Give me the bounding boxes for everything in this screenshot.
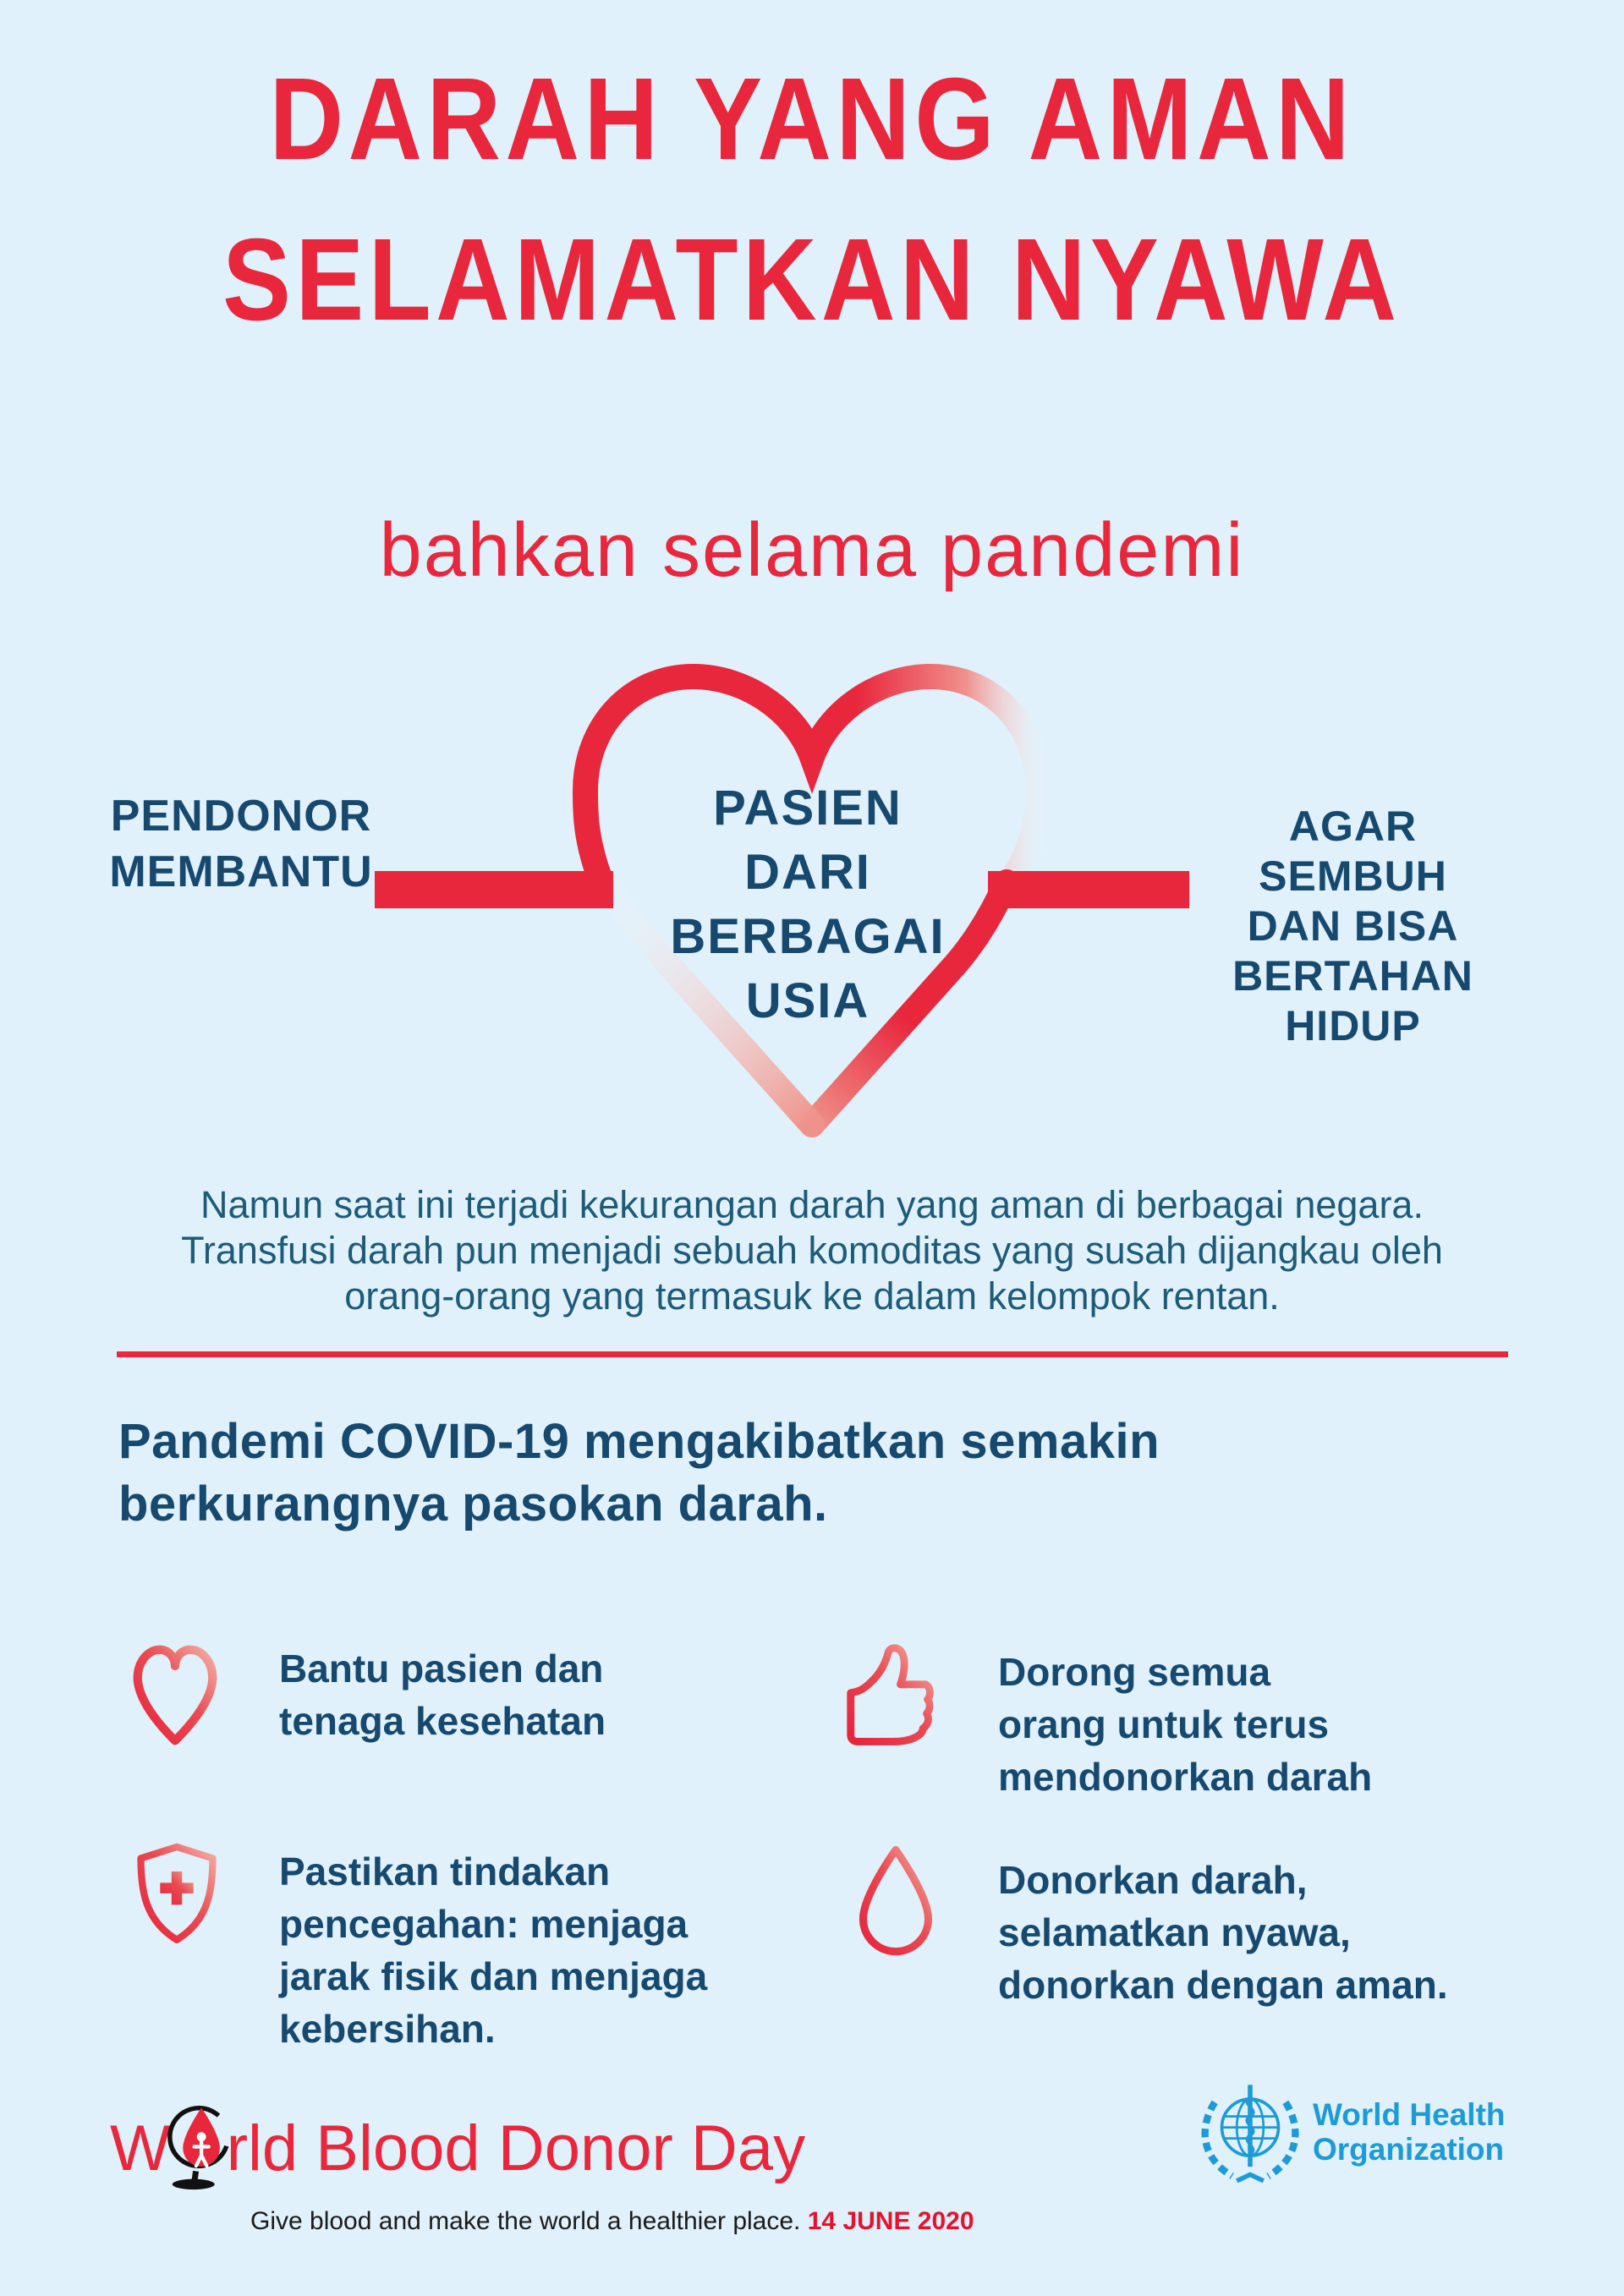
wbdd-tagline-text: Give blood and make the world a healthier place.	[250, 2207, 808, 2235]
wbdd-tagline	[250, 2207, 974, 2236]
ecg-line-left	[375, 871, 613, 908]
who-logo-line1: World Health	[1313, 2097, 1506, 2132]
blood-drop-icon	[853, 1840, 939, 1964]
item-help-patients	[279, 1642, 606, 1747]
label-donors-help-line1: PENDONOR	[110, 792, 372, 841]
wbdd-logo	[110, 2104, 805, 2207]
heart-outline-icon	[127, 1637, 223, 1756]
item-precautions-line4: kebersihan.	[279, 2007, 496, 2051]
item-donate-safely	[998, 1854, 1448, 2011]
label-recover-line1: AGAR	[1288, 803, 1418, 850]
heart-center-line3: BERBAGAI	[670, 909, 946, 964]
poster-title-line2-text: SELAMATKAN NYAWA	[222, 215, 1402, 345]
label-recover-line3: DAN BISA	[1247, 902, 1459, 950]
item-donate-line2: selamatkan nyawa,	[998, 1910, 1351, 1954]
item-donate-line1: Donorkan darah,	[998, 1858, 1308, 1902]
wbdd-logo-rest: rld Blood Donor Day	[226, 2112, 806, 2184]
label-patients-all-ages	[639, 776, 977, 1033]
lead-paragraph-line1: Namun saat ini terjadi kekurangan darah yang aman di berbagai negara.	[200, 1183, 1424, 1226]
red-divider-line	[117, 1351, 1508, 1357]
label-donors-help-line2: MEMBANTU	[109, 847, 373, 896]
lead-paragraph-line3: orang-orang yang termasuk ke dalam kelompok rentan.	[344, 1274, 1280, 1318]
wbdd-logo-w: W	[110, 2112, 171, 2184]
ecg-line-right	[988, 871, 1189, 908]
heart-center-line2: DARI	[744, 845, 871, 900]
label-recover-line2: SEMBUH	[1259, 852, 1447, 900]
item-precautions-line3: jarak fisik dan menjaga	[279, 1954, 708, 1998]
covid-heading	[118, 1411, 1387, 1536]
who-logo-text	[1313, 2097, 1506, 2167]
lead-paragraph	[135, 1182, 1489, 1319]
globe-drop-icon	[166, 2104, 232, 2207]
item-precautions-line2: pencegahan: menjaga	[279, 1902, 689, 1946]
item-help-patients-line2: tenaga kesehatan	[279, 1699, 606, 1743]
covid-heading-line1: Pandemi COVID-19 mengakibatkan semakin	[118, 1414, 1160, 1469]
item-encourage-line3: mendonorkan darah	[998, 1755, 1373, 1799]
label-recover-line5: HIDUP	[1285, 1002, 1421, 1049]
heart-center-line1: PASIEN	[713, 781, 903, 836]
item-help-patients-line1: Bantu pasien dan	[279, 1647, 604, 1690]
poster-subtitle: bahkan selama pandemi	[379, 508, 1245, 593]
item-precautions	[279, 1845, 707, 2055]
lead-paragraph-line2: Transfusi darah pun menjadi sebuah komoditas yang susah dijangkau oleh	[181, 1229, 1443, 1272]
poster-title-line1	[0, 54, 1624, 184]
heart-center-line4: USIA	[745, 973, 870, 1028]
item-encourage-line1: Dorong semua	[998, 1650, 1271, 1694]
item-encourage-donation	[998, 1646, 1372, 1803]
thumbs-up-icon	[844, 1632, 947, 1762]
who-logo-line2: Organization	[1313, 2132, 1505, 2167]
covid-heading-line2: berkurangnya pasokan darah.	[118, 1477, 828, 1532]
label-recover-survive	[1220, 802, 1486, 1051]
wbdd-date: 14 JUNE 2020	[807, 2207, 974, 2235]
who-emblem-icon	[1191, 2079, 1309, 2195]
poster-title-line1-text: DARAH YANG AMAN	[269, 54, 1355, 184]
poster-title-line2	[0, 215, 1624, 345]
item-precautions-line1: Pastikan tindakan	[279, 1849, 611, 1893]
shield-cross-icon	[129, 1833, 225, 1964]
label-donors-help	[102, 788, 381, 900]
label-recover-line4: BERTAHAN	[1232, 952, 1473, 1000]
item-encourage-line2: orang untuk terus	[998, 1702, 1330, 1746]
item-donate-line3: donorkan dengan aman.	[998, 1963, 1448, 2007]
